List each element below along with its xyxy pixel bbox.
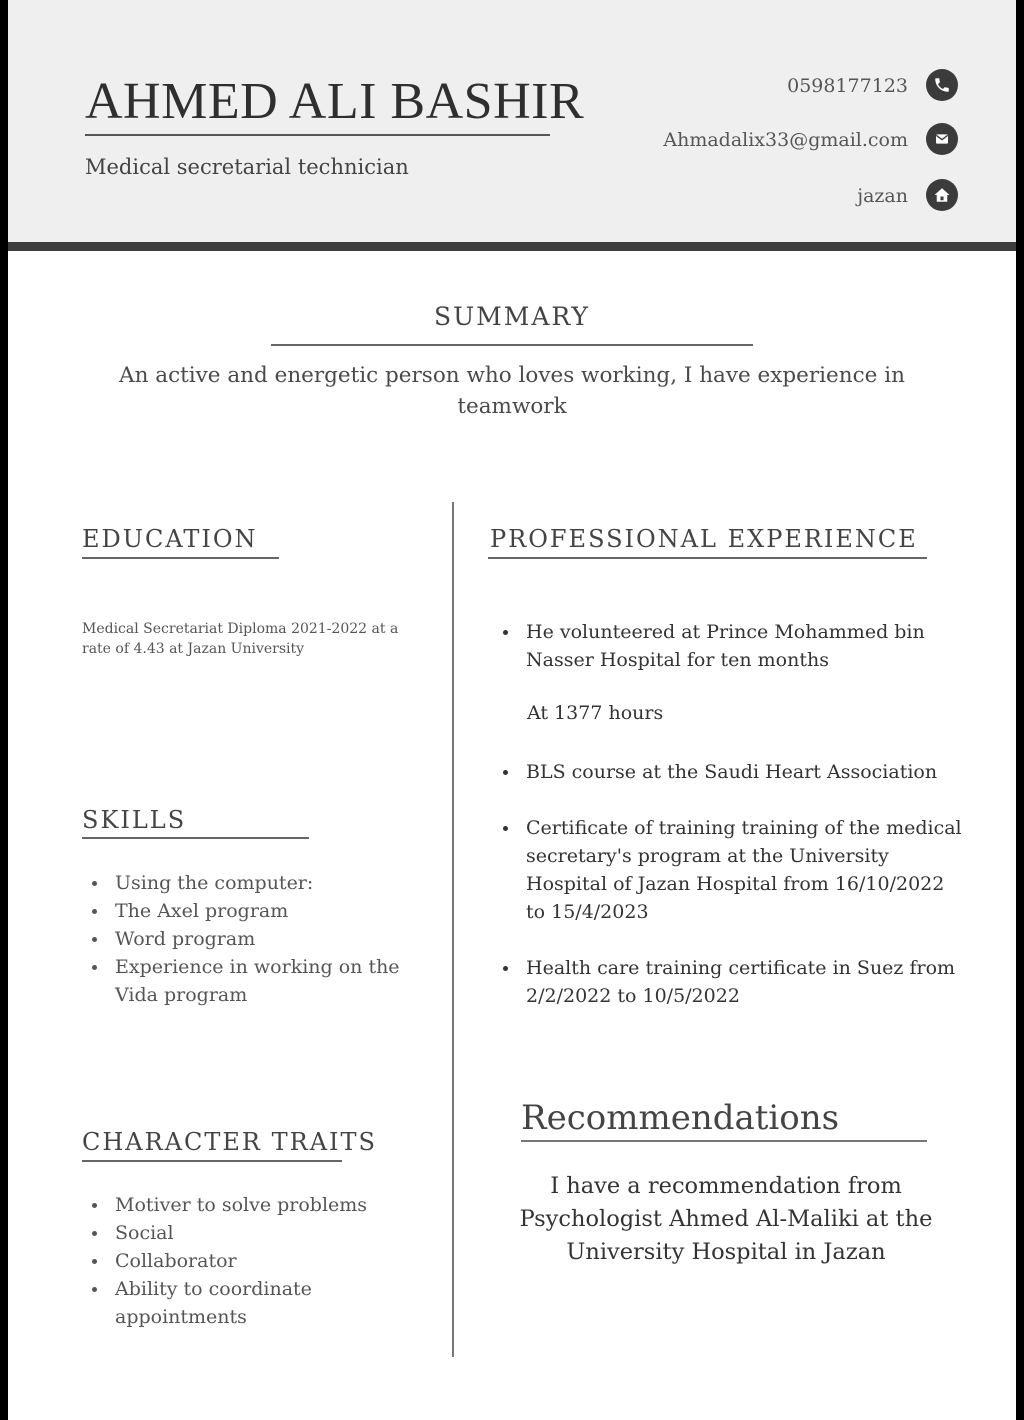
- character-traits-underline: [82, 1160, 342, 1162]
- list-item: Certificate of training training of the medical secretary's program at the University Hospital of Jazan Hospital from 16/10/2022 to 15/4/2023: [493, 814, 963, 926]
- summary-heading: SUMMARY: [433, 302, 590, 331]
- phone-icon: [926, 69, 958, 101]
- character-traits-heading: CHARACTER TRAITS: [82, 1128, 377, 1156]
- skills-list: [82, 869, 412, 1009]
- list-item: BLS course at the Saudi Heart Association: [493, 758, 963, 786]
- list-item: He volunteered at Prince Mohammed bin Nasser Hospital for ten months: [493, 618, 963, 674]
- list-item: Ability to coordinate appointments: [82, 1275, 412, 1331]
- recommendations-text: I have a recommendation from Psychologist Ahmed Al-Maliki at the University Hospital in Jazan: [519, 1173, 933, 1265]
- candidate-name: AHMED ALI BASHIR: [85, 73, 585, 130]
- list-item: Word program: [82, 925, 412, 953]
- contact-location: [416, 176, 1016, 216]
- skills-underline: [82, 837, 309, 839]
- experience-underline: [488, 557, 927, 559]
- list-item: Social: [82, 1219, 412, 1247]
- experience-list-cont: [493, 758, 963, 1010]
- header-divider-bar: [8, 242, 1016, 251]
- column-divider: [452, 502, 454, 1357]
- list-item: Collaborator: [82, 1247, 412, 1275]
- recommendations-heading: Recommendations: [521, 1098, 840, 1138]
- skills-heading: SKILLS: [82, 806, 187, 834]
- experience-heading: PROFESSIONAL EXPERIENCE: [490, 525, 918, 553]
- home-icon: [926, 179, 958, 211]
- recommendations-underline: [521, 1140, 927, 1142]
- list-item: The Axel program: [82, 897, 412, 925]
- list-item: Health care training certificate in Suez from 2/2/2022 to 10/5/2022: [493, 954, 963, 1010]
- list-item: Experience in working on the Vida program: [82, 953, 412, 1009]
- contact-phone: [416, 66, 1016, 106]
- job-title: Medical secretarial technician: [85, 155, 409, 179]
- education-heading: EDUCATION: [82, 525, 258, 553]
- summary-underline: [271, 344, 753, 346]
- list-item: Motiver to solve problems: [82, 1191, 412, 1219]
- list-item: Using the computer:: [82, 869, 412, 897]
- summary-text: An active and energetic person who loves working, I have experience in teamwork: [119, 363, 905, 419]
- contact-email: [416, 120, 1016, 160]
- phone-number[interactable]: 0598177123: [787, 75, 908, 97]
- email-icon: [926, 123, 958, 155]
- resume-page: [8, 0, 1016, 1420]
- email-address[interactable]: Ahmadalix33@gmail.com: [663, 129, 908, 151]
- resume-header: [8, 0, 1016, 242]
- location-text: jazan: [857, 185, 908, 207]
- education-text: Medical Secretariat Diploma 2021-2022 at a rate of 4.43 at Jazan University: [82, 621, 399, 657]
- hours-note: At 1377 hours: [527, 702, 664, 724]
- education-underline: [82, 557, 279, 559]
- character-traits-list: [82, 1191, 412, 1331]
- experience-list: [493, 618, 963, 674]
